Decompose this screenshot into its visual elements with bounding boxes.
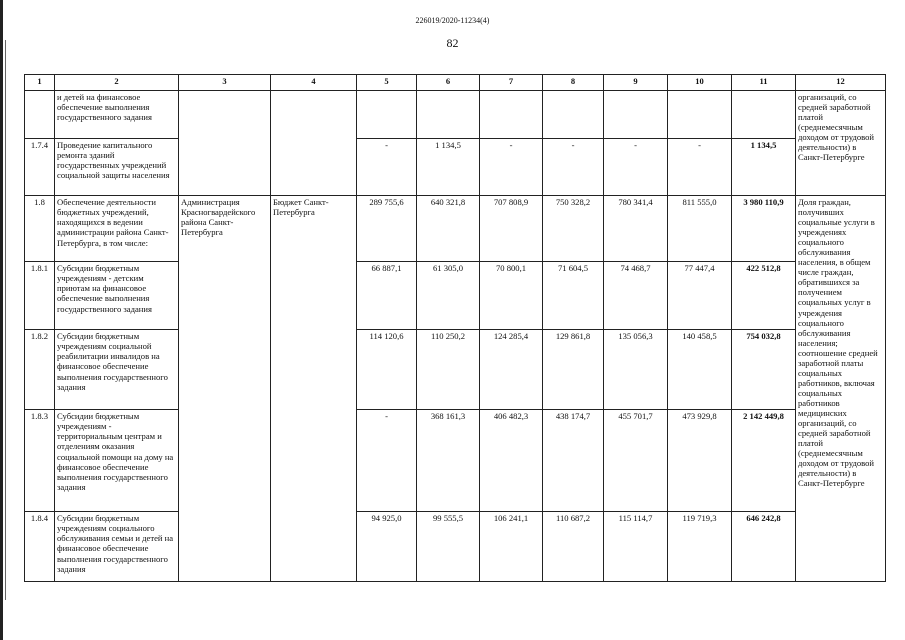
page-number: 82 — [446, 36, 459, 50]
table-row — [25, 196, 886, 262]
value-2022: 406 482,3 — [480, 410, 543, 512]
table-row — [25, 91, 886, 139]
column-header: 3 — [179, 75, 271, 91]
table-row — [25, 410, 886, 512]
value-2024: 455 701,7 — [604, 410, 668, 512]
row-description: и детей на финансовое обеспечение выполнения государственного задания — [55, 91, 179, 139]
value-2022: - — [480, 139, 543, 196]
value-2022: 106 241,1 — [480, 512, 543, 582]
value-total: 2 142 449,8 — [732, 410, 796, 512]
value-2023: 750 328,2 — [543, 196, 604, 262]
value-2024: 135 056,3 — [604, 330, 668, 410]
source-cell-empty — [271, 91, 357, 196]
value-2023: 71 604,5 — [543, 262, 604, 330]
row-description: Субсидии бюджетным учреждениям социального обслуживания семьи и детей на финансовое обеспечение выполнения государственного задания — [55, 512, 179, 582]
executor-cell-empty — [179, 91, 271, 196]
column-header: 5 — [357, 75, 417, 91]
table-row — [25, 262, 886, 330]
row-number: 1.8 — [25, 196, 55, 262]
value-2024: 74 468,7 — [604, 262, 668, 330]
column-header: 6 — [417, 75, 480, 91]
row-description: Субсидии бюджетным учреждениям социальной реабилитации инвалидов на финансовое обеспечение выполнения государственного задания — [55, 330, 179, 410]
value-2021 — [417, 91, 480, 139]
value-2021: 99 555,5 — [417, 512, 480, 582]
column-header: 11 — [732, 75, 796, 91]
header-row — [25, 75, 886, 91]
value-2025: 77 447,4 — [668, 262, 732, 330]
indicator-cell-top: организаций, со средней заработной платой (среднемесячным доходом от трудовой деятельности) в Санкт-Петербурге — [796, 91, 886, 196]
value-2025: - — [668, 139, 732, 196]
value-2025: 140 458,5 — [668, 330, 732, 410]
value-2024: 780 341,4 — [604, 196, 668, 262]
value-total: 3 980 110,9 — [732, 196, 796, 262]
value-2023 — [543, 91, 604, 139]
row-number: 1.8.3 — [25, 410, 55, 512]
value-total — [732, 91, 796, 139]
column-header: 12 — [796, 75, 886, 91]
value-2025 — [668, 91, 732, 139]
column-header: 2 — [55, 75, 179, 91]
indicator-cell: Доля граждан, получивших социальные услуги в учреждениях социального обслуживания населения, в общем числе граждан, обратившихся за получением социальных услуг в учреждения социального обслуживания населения; соотношение средней заработной платы социальных работников, включая социальных работников медицинских организаций, со средней заработной платой (среднемесячным доходом от трудовой деятельности) в Санкт-Петербурге — [796, 196, 886, 582]
value-total: 422 512,8 — [732, 262, 796, 330]
value-2024: 115 114,7 — [604, 512, 668, 582]
value-2023: - — [543, 139, 604, 196]
table-row — [25, 139, 886, 196]
column-header: 7 — [480, 75, 543, 91]
value-2024: - — [604, 139, 668, 196]
value-2020: 114 120,6 — [357, 330, 417, 410]
value-2020 — [357, 91, 417, 139]
column-header: 10 — [668, 75, 732, 91]
value-total: 646 242,8 — [732, 512, 796, 582]
row-number: 1.8.1 — [25, 262, 55, 330]
value-2022: 707 808,9 — [480, 196, 543, 262]
value-2021: 61 305,0 — [417, 262, 480, 330]
value-2021: 110 250,2 — [417, 330, 480, 410]
value-2021: 368 161,3 — [417, 410, 480, 512]
value-2023: 129 861,8 — [543, 330, 604, 410]
value-2020: - — [357, 139, 417, 196]
column-header: 1 — [25, 75, 55, 91]
row-description: Субсидии бюджетным учреждениям - территориальным центрам и отделениям оказания социальной помощи на дому на финансовое обеспечение выполнения государственного задания — [55, 410, 179, 512]
value-2021: 1 134,5 — [417, 139, 480, 196]
value-2025: 119 719,3 — [668, 512, 732, 582]
row-number — [25, 91, 55, 139]
value-2021: 640 321,8 — [417, 196, 480, 262]
value-total: 754 032,8 — [732, 330, 796, 410]
executor-cell: Администрация Красногвардейского района Санкт-Петербурга — [179, 196, 271, 582]
value-2020: 289 755,6 — [357, 196, 417, 262]
value-2020: - — [357, 410, 417, 512]
scan-edge-line — [5, 40, 6, 600]
source-cell: Бюджет Санкт-Петербурга — [271, 196, 357, 582]
value-2024 — [604, 91, 668, 139]
row-description: Субсидии бюджетным учреждениям - детским приютам на финансовое обеспечение выполнения государственного задания — [55, 262, 179, 330]
row-number: 1.8.4 — [25, 512, 55, 582]
value-2022 — [480, 91, 543, 139]
row-description: Проведение капитального ремонта зданий государственных учреждений социальной защиты населения — [55, 139, 179, 196]
row-number: 1.7.4 — [25, 139, 55, 196]
value-2020: 66 887,1 — [357, 262, 417, 330]
table-row — [25, 330, 886, 410]
column-header: 9 — [604, 75, 668, 91]
value-2020: 94 925,0 — [357, 512, 417, 582]
value-2025: 473 929,8 — [668, 410, 732, 512]
program-table — [24, 74, 886, 582]
row-description: Обеспечение деятельности бюджетных учреждений, находящихся в ведении администрации района Санкт-Петербурга, в том числе: — [55, 196, 179, 262]
table-row — [25, 512, 886, 582]
column-header: 8 — [543, 75, 604, 91]
value-total: 1 134,5 — [732, 139, 796, 196]
column-header: 4 — [271, 75, 357, 91]
value-2022: 124 285,4 — [480, 330, 543, 410]
value-2023: 438 174,7 — [543, 410, 604, 512]
value-2022: 70 800,1 — [480, 262, 543, 330]
value-2023: 110 687,2 — [543, 512, 604, 582]
row-number: 1.8.2 — [25, 330, 55, 410]
scan-edge — [0, 0, 3, 640]
value-2025: 811 555,0 — [668, 196, 732, 262]
document-number: 226019/2020-11234(4) — [415, 16, 490, 25]
